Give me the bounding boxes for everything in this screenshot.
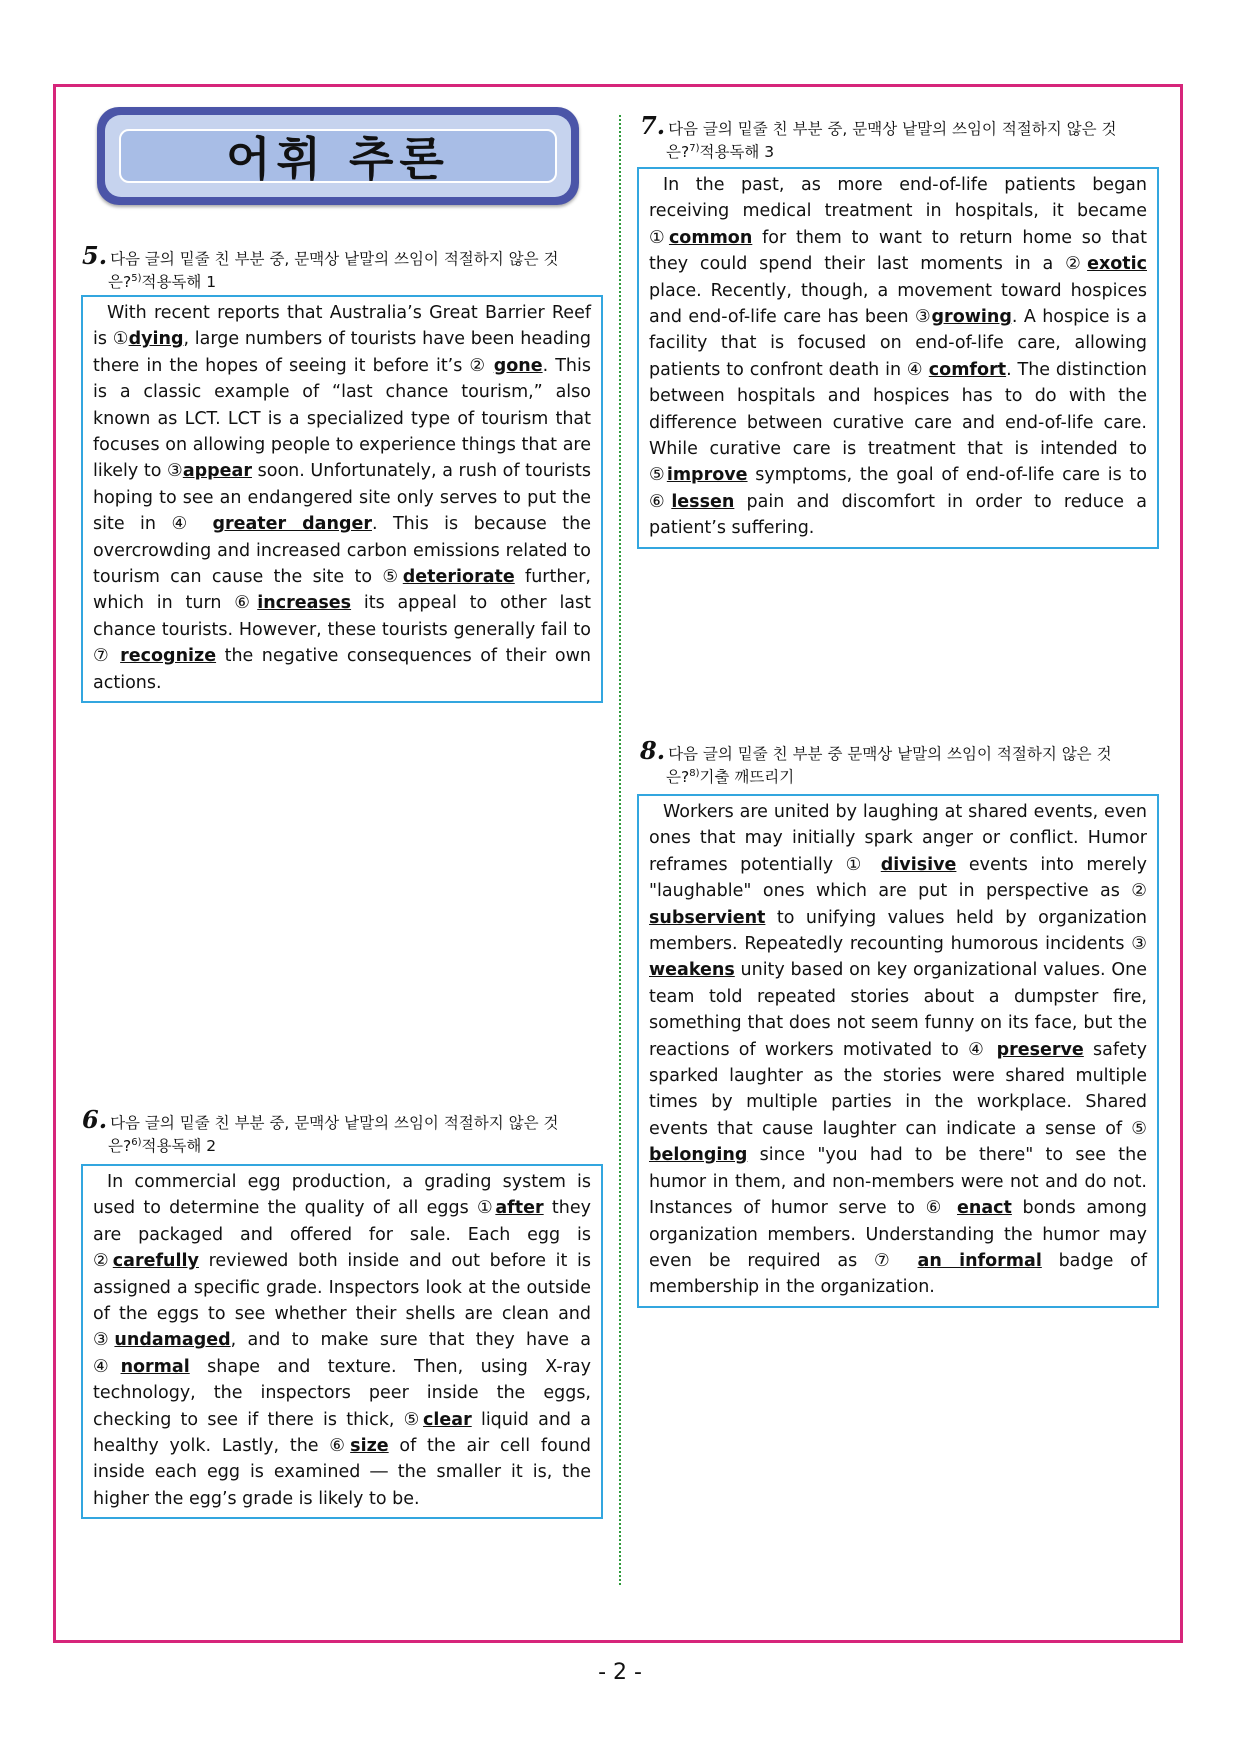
passage-text: reviewed both inside and out before it is assigned a specific grade. Inspectors look at the outside of the eggs to see whether their shells are clean and ③ <box>93 1251 591 1351</box>
underlined-choice: weakens <box>649 960 735 981</box>
underlined-choice: subservient <box>649 907 766 928</box>
passage-text: events into merely "laughable" ones which are put in perspective as ② <box>649 854 1147 902</box>
passage-text: liquid and a healthy yolk. Lastly, the ⑥ <box>93 1409 591 1457</box>
footnote-marker: 5) <box>131 273 142 284</box>
footnote-marker: 8) <box>689 768 700 779</box>
question-prompt-line2: 은? <box>108 1137 132 1156</box>
question-source: 적용독해 3 <box>699 143 775 162</box>
passage-text: for them to want to return home so that they could spend their last moments in a ② <box>649 227 1147 275</box>
underlined-choice: belonging <box>649 1145 748 1166</box>
underlined-choice: enact <box>957 1198 1012 1219</box>
question-prompt-line1: 다음 글의 밑줄 친 부분 중, 문맥상 낱말의 쓰임이 적절하지 않은 것 <box>110 1114 559 1132</box>
passage-text: , large numbers of tourists have been heading there in the hopes of seeing it before it’s ② <box>93 329 591 376</box>
underlined-choice: common <box>668 227 753 248</box>
passage-text: its appeal to other last chance tourists. However, these tourists generally fail to ⑦ <box>93 593 592 667</box>
underlined-choice: normal <box>120 1356 190 1377</box>
passage-text: shape and texture. Then, using X-ray technology, the inspectors peer inside the eggs, checking to see if there is thick, ⑤ <box>93 1356 591 1430</box>
footnote-marker: 7) <box>689 143 700 154</box>
passage-text: symptoms, the goal of end-of-life care is to ⑥ <box>649 465 1147 512</box>
underlined-choice: lessen <box>671 491 735 512</box>
passage-text: they are packaged and offered for sale. Each egg is ② <box>93 1198 591 1272</box>
passage-text: since "you had to be there" to see the humor in them, and non-members were not and do not. Instances of humor serve to ⑥ <box>649 1145 1147 1219</box>
page-number: - 2 - <box>598 1660 642 1685</box>
section-title-banner <box>97 107 579 205</box>
question-source: 기출 깨뜨리기 <box>699 768 795 787</box>
passage-text: badge of membership in the organization. <box>649 1250 1147 1298</box>
footnote-marker: 6) <box>131 1137 142 1148</box>
question-7-passage <box>637 167 1159 549</box>
underlined-choice: deteriorate <box>402 567 515 588</box>
underlined-choice: recognize <box>120 646 217 667</box>
question-7-prompt <box>640 111 1162 162</box>
underlined-choice: divisive <box>880 854 957 875</box>
passage-text: In commercial egg production, a grading system is used to determine the quality of all eggs ① <box>93 1172 591 1219</box>
underlined-choice: after <box>495 1198 544 1219</box>
passage-text: . This is a classic example of “last chance tourism,” also known as LCT. LCT is a specialized type of tourism that focuses on allowing people to experience things that are likely to ③ <box>93 355 591 482</box>
underlined-choice: gone <box>493 355 543 376</box>
question-prompt-line2: 은? <box>666 768 690 787</box>
underlined-choice: growing <box>931 307 1012 328</box>
question-source: 적용독해 2 <box>141 1137 217 1156</box>
underlined-choice: greater danger <box>212 514 372 535</box>
passage-text: . The distinction between hospitals and hospices has to do with the difference between curative care and end-of-life care. While curative care is treatment that is intended to ⑤ <box>649 359 1147 486</box>
underlined-choice: clear <box>423 1409 472 1430</box>
question-prompt-line1: 다음 글의 밑줄 친 부분 중, 문맥상 낱말의 쓰임이 적절하지 않은 것 <box>110 250 559 268</box>
title-banner-plate <box>119 129 557 186</box>
question-6-prompt <box>82 1105 604 1156</box>
question-6-passage <box>81 1164 603 1519</box>
underlined-choice: size <box>350 1436 389 1457</box>
underlined-choice: dying <box>128 329 184 350</box>
underlined-choice: preserve <box>996 1039 1084 1060</box>
passage-text: . This is because the overcrowding and increased carbon emissions related to tourism can cause the site to ⑤ <box>93 514 591 588</box>
passage-text: Workers are united by laughing at shared events, even ones that may initially spark anger or conflict. Humor reframes potentially ① <box>649 802 1147 875</box>
underlined-choice: appear <box>182 461 252 482</box>
question-number: 8. <box>640 736 666 765</box>
passage-text: unity based on key organizational values. One team told repeated stories about a dumpster fire, something that does not seem funny on its face, but the reactions of workers motivated to ④ <box>649 960 1147 1060</box>
underlined-choice: improve <box>666 465 748 486</box>
question-prompt-line1: 다음 글의 밑줄 친 부분 중, 문맥상 낱말의 쓰임이 적절하지 않은 것 <box>668 120 1117 138</box>
underlined-choice: comfort <box>928 359 1007 380</box>
passage-text: further, which in turn ⑥ <box>93 567 591 614</box>
column-divider <box>619 115 621 1585</box>
question-prompt-line2: 은? <box>108 273 132 292</box>
question-5-passage <box>81 295 603 703</box>
question-5-prompt <box>82 241 604 292</box>
question-number: 7. <box>640 111 666 140</box>
passage-text: , and to make sure that they have a ④ <box>93 1330 591 1377</box>
passage-text: With recent reports that Australia’s Great Barrier Reef is ① <box>93 303 591 350</box>
passage-text: pain and discomfort in order to reduce a patient’s suffering. <box>649 491 1147 539</box>
question-prompt-line2: 은? <box>666 143 690 162</box>
question-number: 6. <box>82 1105 108 1134</box>
underlined-choice: an informal <box>917 1250 1042 1271</box>
passage-text: soon. Unfortunately, a rush of tourists hoping to see an endangered site only serves to put the site in ④ <box>93 461 591 535</box>
underlined-choice: exotic <box>1087 254 1147 275</box>
question-8-prompt <box>640 736 1162 787</box>
passage-text: place. Recently, though, a movement toward hospices and end-of-life care has been ③ <box>649 280 1147 328</box>
underlined-choice: increases <box>257 593 352 614</box>
passage-text: . A hospice is a facility that is focused on end-of-life care, allowing patients to confront death in ④ <box>649 307 1147 380</box>
question-number: 5. <box>82 241 108 270</box>
passage-text: the negative consequences of their own actions. <box>93 646 591 693</box>
title-banner-inner <box>105 115 571 197</box>
passage-text: safety sparked laughter as the stories were shared multiple times by multiple parties in the workplace. Shared events that cause laughter can indicate a sense of ⑤ <box>649 1039 1147 1139</box>
underlined-choice: undamaged <box>114 1330 231 1351</box>
passage-text: In the past, as more end-of-life patients began receiving medical treatment in hospitals, it became ① <box>649 175 1147 248</box>
question-prompt-line1: 다음 글의 밑줄 친 부분 중 문맥상 낱말의 쓰임이 적절하지 않은 것 <box>668 745 1112 763</box>
section-title: 어휘 추론 <box>226 132 450 186</box>
underlined-choice: carefully <box>112 1251 199 1272</box>
question-8-passage <box>637 794 1159 1308</box>
question-source: 적용독해 1 <box>141 273 217 292</box>
passage-text: of the air cell found inside each egg is examined ― the smaller it is, the higher the egg’s grade is likely to be. <box>93 1436 591 1509</box>
passage-text: to unifying values held by organization members. Repeatedly recounting humorous incidents ③ <box>649 907 1147 955</box>
passage-text: bonds among organization members. Understanding the humor may even be required as ⑦ <box>649 1198 1147 1271</box>
